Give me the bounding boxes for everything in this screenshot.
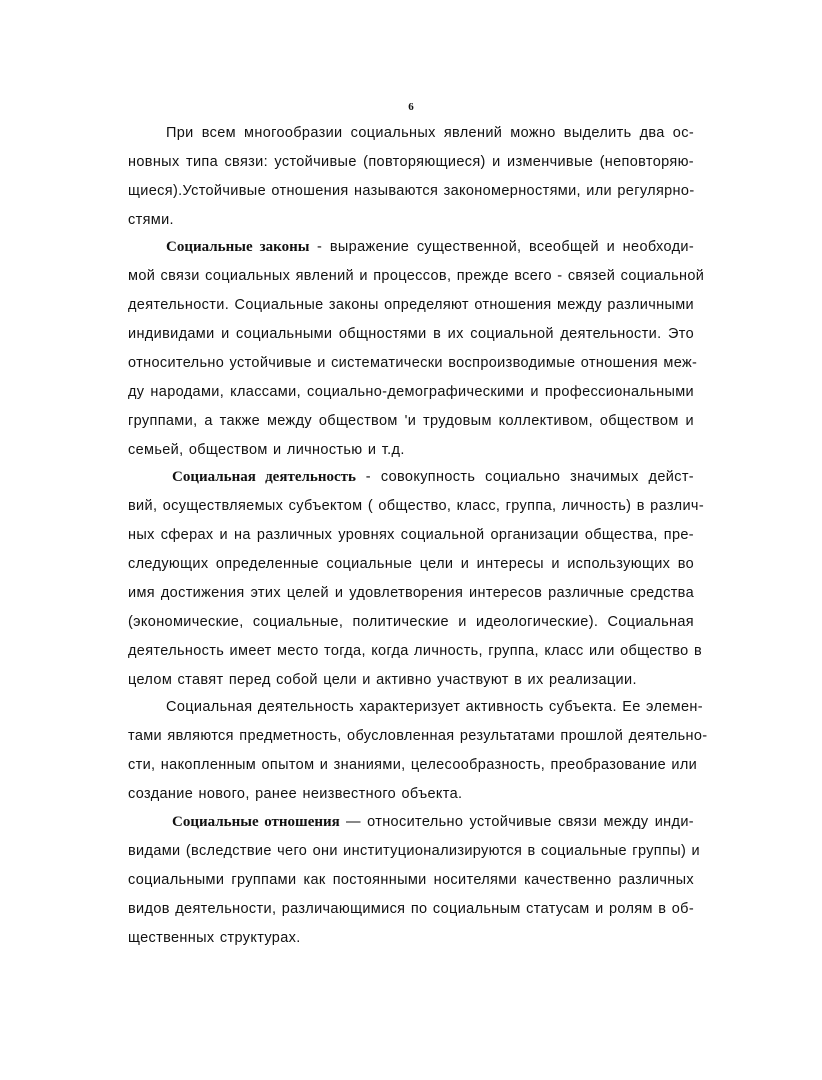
text-line: При всем многообразии социальных явлений можно выделить два ос- [166, 125, 694, 141]
paragraph-1 [128, 119, 694, 235]
paragraph-activity-elements [128, 693, 708, 809]
text-line: стями. [128, 212, 174, 228]
text-line: сти, накопленным опытом и знаниями, целесообразность, преобразование или [128, 757, 698, 773]
page-number: 6 [408, 101, 414, 113]
text-line: целом ставят перед собой цели и активно участвуют в их реализации. [128, 672, 637, 688]
text-line: (экономические, социальные, политические и идеологические). Социальная [128, 614, 694, 630]
paragraph-social-relations [128, 808, 700, 953]
term-social-laws: Социальные законы [166, 239, 310, 255]
text-line: ных сферах и на различных уровнях социальной организации общества, пре- [128, 527, 694, 543]
paragraph-social-laws [128, 233, 705, 465]
text-line: семьей, обществом и личностью и т.д. [128, 442, 405, 458]
text-line: индивидами и социальными общностями в их социальной деятельности. Это [128, 326, 694, 342]
definition-text: - выражение существенной, всеобщей и необходи- [309, 239, 695, 255]
text-line [128, 463, 694, 492]
text-line: щественных структурах. [128, 930, 301, 946]
definition-text: - совокупность социально значимых дейст- [355, 469, 694, 485]
text-line: деятельности. Социальные законы определяют отношения между различными [128, 297, 694, 313]
text-line: относительно устойчивые и систематически воспроизводимые отношения меж- [128, 355, 698, 371]
text-line: тами являются предметность, обусловленная результатами прошлой деятельно- [128, 728, 708, 744]
term-social-activity: Социальная деятельность [172, 469, 356, 485]
text-line: деятельность имеет место тогда, когда личность, группа, класс или общество в [128, 643, 702, 659]
text-line: социальными группами как постоянными носителями качественно различных [128, 872, 694, 888]
term-social-relations: Социальные отношения [172, 814, 340, 830]
text-line: имя достижения этих целей и удовлетворения интересов различные средства [128, 585, 694, 601]
definition-text: — относительно устойчивые связи между инди- [339, 814, 694, 830]
text-line: вий, осуществляемых субъектом ( общество, класс, группа, личность) в различ- [128, 498, 705, 514]
text-line: новных типа связи: устойчивые (повторяющиеся) и изменчивые (неповторяю- [128, 154, 694, 170]
text-line: создание нового, ранее неизвестного объекта. [128, 786, 463, 802]
text-line: видами (вследствие чего они институционализируются в социальные группы) и [128, 843, 700, 859]
text-line: видов деятельности, различающимися по социальным статусам и ролям в об- [128, 901, 694, 917]
text-line [128, 233, 694, 262]
text-line: щиеся).Устойчивые отношения называются закономерностями, или регулярно- [128, 183, 695, 199]
text-line [128, 808, 694, 837]
text-line: Социальная деятельность характеризует активность субъекта. Ее элемен- [166, 699, 703, 715]
text-line: ду народами, классами, социально-демографическими и профессиональными [128, 384, 694, 400]
text-line: группами, а также между обществом 'и трудовым коллективом, обществом и [128, 413, 694, 429]
text-line: мой связи социальных явлений и процессов, прежде всего - связей социальной [128, 268, 705, 284]
paragraph-social-activity [128, 463, 705, 695]
text-line: следующих определенные социальные цели и интересы и использующих во [128, 556, 694, 572]
